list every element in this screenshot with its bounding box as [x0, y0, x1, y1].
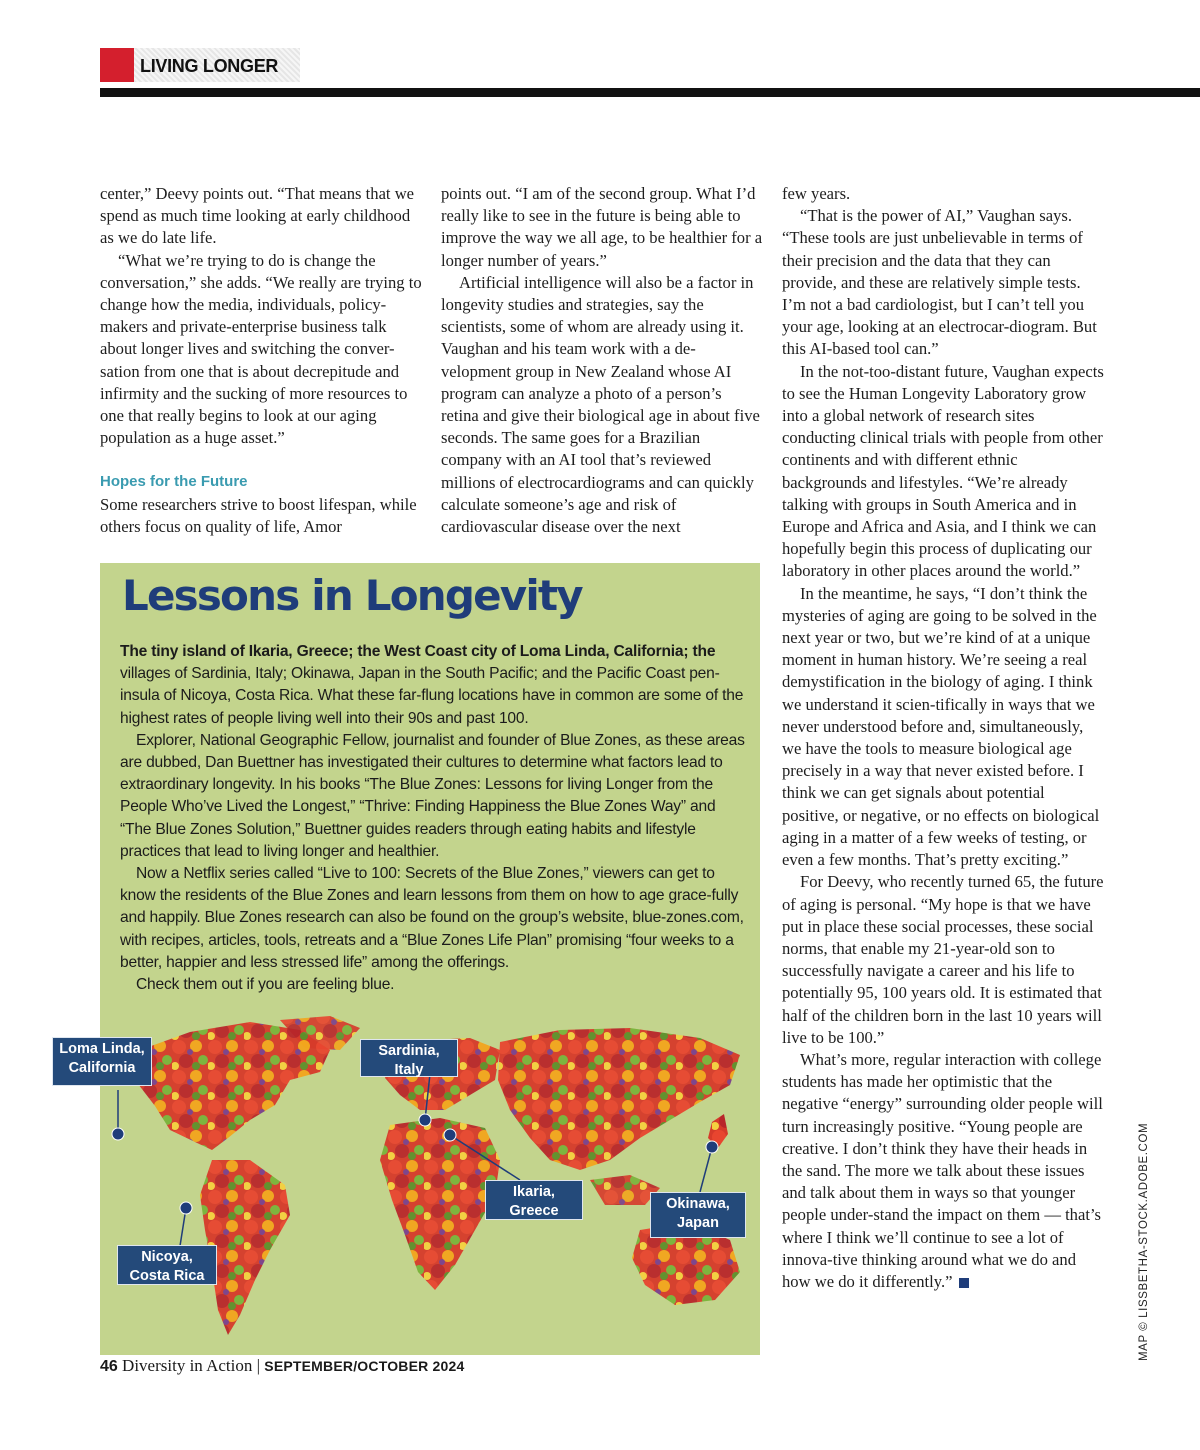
section-label: LIVING LONGER [134, 48, 300, 82]
location-pin-icon [444, 1129, 456, 1141]
sidebar-lead: The tiny island of Ikaria, Greece; the West Coast city of Loma Linda, California; the [120, 643, 716, 660]
sidebar-paragraph: Now a Netflix series called “Live to 100: Secrets of the Blue Zones,” viewers can get to know the residents of the Blue Zones and learn lessons from them on how to age grace-fully and happily. Blue Zones research can also be found on the group’s website, blue-zones.com, with recipes, articles, tools, retreats and a “Blue Zones Life Plan” promising “four weeks to a better, happier and less stressed life” among the offerings. [120, 865, 744, 971]
location-pin-icon [180, 1202, 192, 1214]
end-mark-icon [959, 1278, 969, 1288]
footer-separator: | [256, 1356, 261, 1375]
map-label-nicoya: Nicoya, Costa Rica [117, 1245, 217, 1285]
paragraph: “What we’re trying to do is change the conversation,” she adds. “We really are trying to change how the media, individuals, policy-makers and private-enterprise business talk about longer lives and switching the conver-sation from one that is about decrepitude and infirmity and the sucking of more resources to one that really begins to look at our aging population as a huge asset.” [100, 250, 422, 448]
section-color-block [100, 48, 134, 82]
paragraph: few years. [782, 184, 851, 203]
paragraph-final [782, 1049, 1104, 1293]
paragraph: In the meantime, he says, “I don’t think the mysteries of aging are going to be solved in the next year or two, but we’re kind of at a unique moment in human history. We’re seeing a real demystification in the biology of aging. I think we understand it scien-tifically in ways that we never understood before and, simultaneously, we have the tools to measure biological age precisely in a way that never existed before. I think we can get signals about potential positive, or negative, or no effects on biological aging in a matter of a few weeks of testing, or even a few months. That’s pretty exciting.” [782, 583, 1100, 870]
location-pin-icon [419, 1114, 431, 1126]
header-rule [100, 88, 1200, 97]
sidebar-text [120, 641, 746, 996]
article-column-1 [100, 183, 422, 538]
sidebar-paragraph: Explorer, National Geographic Fellow, journalist and founder of Blue Zones, as these areas are dubbed, Dan Buettner has investigated their cultures to determine what factors lead to extraordinary longevity. In his books “The Blue Zones: Lessons for living Longer from the People Who’ve Lived the Longest,” “Thrive: Finding Happiness the Blue Zones Way” and “The Blue Zones Solution,” Buettner guides readers through eating habits and lifestyle practices that lead to living longer and healthier. [120, 731, 745, 860]
paragraph: “That is the power of AI,” Vaughan says. “These tools are just unbelievable in terms of their precision and the data that they can provide, and these are relatively simple tests. I’m not a bad cardiologist, but I can’t tell you your age, looking at an electrocar-diogram. But this AI-based tool can.” [782, 206, 1097, 359]
sidebar-title: Lessons in Longevity [122, 571, 582, 620]
location-pin-icon [706, 1141, 718, 1153]
map-label-ikaria: Ikaria, Greece [485, 1180, 583, 1220]
photo-credit: MAP © LISSBETHA-STOCK.ADOBE.COM [1138, 1122, 1150, 1361]
paragraph: points out. “I am of the second group. What I’d really like to see in the future is being able to improve the way we all age, to be healthier for a longer number of years.” [441, 184, 763, 270]
paragraph: Artificial intelligence will also be a factor in longevity studies and strategies, say the scientists, some of whom are already using it. Vaughan and his team work with a de-velopment group in New Zealand whose AI program can analyze a photo of a person’s retina and give their biological age in about five seconds. The same goes for a Brazilian company with an AI tool that’s reviewed millions of electrocardiograms and can quickly calculate someone’s age and risk of cardiovascular disease over the next [441, 272, 760, 537]
sidebar-paragraph: Check them out if you are feeling blue. [136, 976, 395, 994]
article-column-3 [782, 183, 1104, 1293]
sidebar-paragraph [120, 641, 746, 730]
paragraph-text: What’s more, regular interaction with college students has made her optimistic that the negative “energy” surrounding older people will turn increasingly positive. “Young people are creative. I don’t think they have their heads in the sand. The more we talk about these issues and talk about them in ways so that younger people under-stand the impact on them — that’s where I think we’ll continue to see a lot of innova-tive thinking around what we do and how we do it differently.” [782, 1049, 1103, 1291]
paragraph: center,” Deevy points out. “That means that we spend as much time looking at early childhood as we do late life. [100, 184, 415, 248]
map-label-okinawa: Okinawa, Japan [650, 1192, 746, 1238]
paragraph: In the not-too-distant future, Vaughan expects to see the Human Longevity Laboratory grow into a global network of research sites conducting clinical trials with people from other continents and with different ethnic backgrounds and lifestyles. “We’re already talking with groups in South America and in Europe and Africa and Asia, and I think we can hopefully begin this process of duplicating our laboratory in other places around the world.” [782, 361, 1104, 581]
pointer-line [700, 1147, 712, 1192]
sidebar-lead-rest: villages of Sardinia, Italy; Okinawa, Japan in the South Pacific; and the Pacific Coast pen-insula of Nicoya, Costa Rica. What these far-flung locations have in common are some of the highest rates of people living well into their 90s and past 100. [120, 665, 744, 727]
paragraph: Some researchers strive to boost lifespan, while others focus on quality of life, Amor [100, 494, 417, 536]
page-number: 46 [100, 1358, 118, 1375]
subheading: Hopes for the Future [100, 473, 248, 491]
paragraph: For Deevy, who recently turned 65, the future of aging is personal. “My hope is that we have put in place these social processes, these social norms, that enable my 21-year-old son to successfully navigate a career and his life to potentially 95, 100 years old. It is estimated that half of the children born in the last 10 years will live to be 100.” [782, 872, 1104, 1047]
map-label-loma-linda: Loma Linda, California [52, 1037, 152, 1086]
map-label-sardinia: Sardinia, Italy [360, 1039, 458, 1077]
publication-name: Diversity in Action [122, 1356, 253, 1375]
location-pin-icon [112, 1128, 124, 1140]
issue-date: SEPTEMBER/OCTOBER 2024 [264, 1358, 465, 1374]
page-footer [100, 1356, 464, 1376]
article-column-2 [441, 183, 763, 538]
